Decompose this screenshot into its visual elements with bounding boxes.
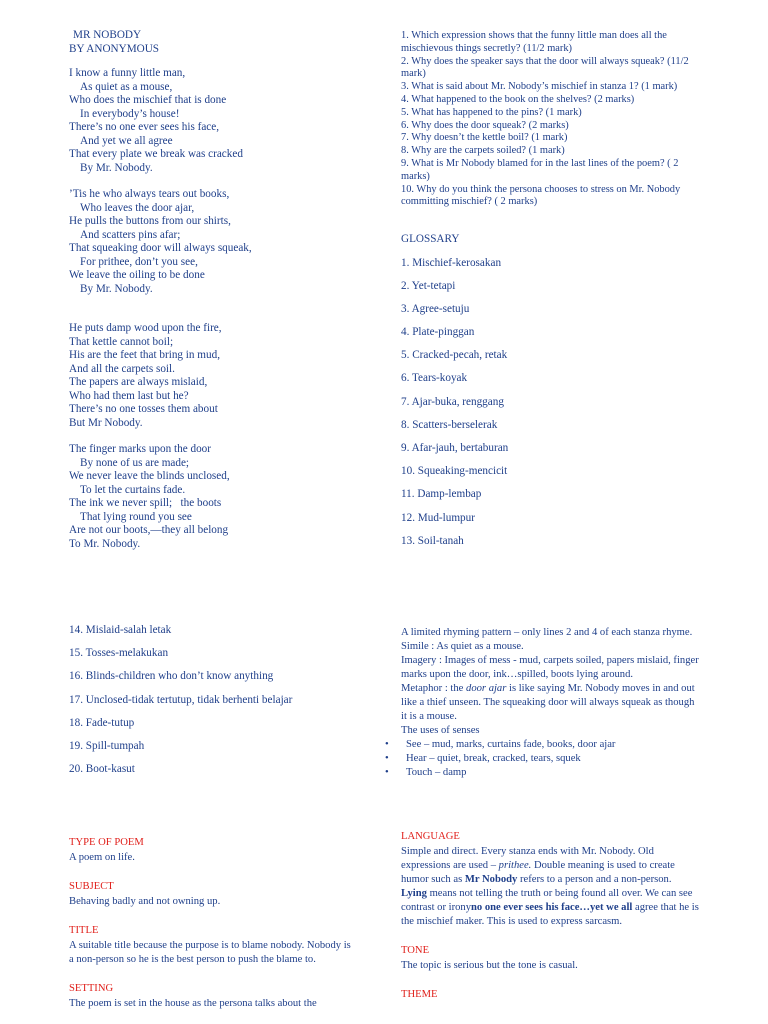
poem-line: And all the carpets soil. — [69, 362, 175, 375]
language-bold-irony: no one ever sees his face…yet we all — [471, 902, 633, 913]
poem-line: The ink we never spill; the boots — [69, 497, 222, 509]
section-heading: SETTING — [69, 983, 114, 994]
language-p4: means not telling the truth or being found all over. We can see contrast or irony — [401, 888, 693, 913]
metaphor-italic: door ajar — [466, 683, 507, 694]
glossary-item: 12. Mud-lumpur — [401, 511, 475, 524]
poem-line: His are the feet that bring in mud, — [69, 349, 220, 361]
tone-body: The topic is serious but the tone is casual. — [401, 960, 578, 971]
question-item: 8. Why are the carpets soiled? (1 mark) — [401, 145, 565, 157]
poem-line: But Mr Nobody. — [69, 416, 143, 429]
poem-stanza — [69, 322, 369, 430]
poem-line: To let the curtains fade. — [80, 483, 186, 496]
glossary-item: 20. Boot-kasut — [69, 763, 135, 776]
poem-line: The papers are always mislaid, — [69, 376, 208, 388]
language-bold-mrnobody: Mr Nobody — [464, 874, 518, 885]
poem-line: To Mr. Nobody. — [69, 537, 141, 550]
metaphor-text — [401, 682, 699, 724]
metaphor-part-b: is like saying Mr. Nobody moves in and out like a thief unseen. The squeaking door will always squeak as though it is a mouse. — [401, 683, 695, 722]
poem-line: Who does the mischief that is done — [69, 94, 227, 106]
poem-line: There’s no one ever sees his face, — [69, 121, 220, 133]
question-item: 4. What happened to the book on the shelves? (2 marks) — [401, 93, 635, 105]
question-item: 6. Why does the door squeak? (2 marks) — [401, 119, 569, 131]
poem-line: That kettle cannot boil; — [69, 335, 174, 348]
poem-line: For prithee, don’t you see, — [80, 255, 198, 268]
sense-item: • Hear – quiet, break, cracked, tears, squek — [401, 752, 699, 766]
glossary-item: 17. Unclosed-tidak tertutup, tidak berhenti belajar — [69, 693, 293, 706]
senses-list — [401, 738, 699, 780]
poem-stanza — [69, 443, 369, 551]
question-item: 3. What is said about Mr. Nobody’s mischief in stanza 1? (1 mark) — [401, 81, 678, 93]
glossary-continued-list — [69, 624, 369, 786]
questions-list — [401, 30, 695, 209]
language-heading: LANGUAGE — [401, 831, 460, 842]
glossary-item: 13. Soil-tanah — [401, 534, 464, 547]
section-heading: SUBJECT — [69, 881, 114, 892]
glossary-block — [401, 233, 701, 558]
question-item: 7. Why doesn’t the kettle boil? (1 mark) — [401, 132, 568, 144]
glossary-heading: GLOSSARY — [401, 233, 460, 245]
section-heading: TYPE OF POEM — [69, 837, 144, 848]
poem-title: MR NOBODY — [73, 29, 142, 41]
question-item: 2. Why does the speaker says that the door will always squeak? (11/2 mark) — [401, 55, 689, 80]
language-bold-lying: Lying — [401, 888, 427, 899]
glossary-item: 15. Tosses-melakukan — [69, 647, 169, 660]
sense-item: • Touch – damp — [401, 766, 699, 780]
glossary-item: 4. Plate-pinggan — [401, 326, 475, 339]
glossary-item: 9. Afar-jauh, bertaburan — [401, 442, 509, 454]
poem-line: Who leaves the door ajar, — [80, 201, 195, 214]
left-section — [69, 924, 351, 967]
language-p3: refers to a person and a non-person. — [517, 874, 672, 885]
tone-heading: TONE — [401, 945, 430, 956]
section-body: Behaving badly and not owning up. — [69, 896, 221, 907]
theme-heading: THEME — [401, 989, 438, 1000]
poem-line: That lying round you see — [80, 510, 192, 523]
language-p5: agree that he is the mischief maker. This is used to express sarcasm. — [401, 902, 699, 927]
left-section — [69, 880, 351, 909]
poem-line: The finger marks upon the door — [69, 443, 211, 455]
poem-author: BY ANONYMOUS — [69, 42, 160, 55]
glossary-item: 7. Ajar-buka, renggang — [401, 395, 504, 408]
poem-line: By Mr. Nobody. — [80, 282, 153, 295]
glossary-item: 2. Yet-tetapi — [401, 279, 456, 292]
glossary-item: 11. Damp-lembap — [401, 488, 482, 501]
glossary-item: 10. Squeaking-mencicit — [401, 465, 508, 478]
question-item: 1. Which expression shows that the funny little man does all the mischievous things secretly? (11/2 mark) — [401, 30, 667, 54]
poem-line: By Mr. Nobody. — [80, 161, 153, 174]
glossary-continued-block — [69, 624, 369, 786]
glossary-item: 19. Spill-tumpah — [69, 739, 145, 752]
poem-line: And scatters pins afar; — [80, 228, 181, 241]
poem-stanza — [69, 188, 369, 296]
glossary-item: 6. Tears-koyak — [401, 372, 468, 385]
left-section — [69, 836, 351, 865]
poem-line: Are not our boots,—they all belong — [69, 524, 229, 536]
imagery-text: Imagery : Images of mess - mud, carpets soiled, papers mislaid, finger marks upon the door, ink…spilled, boots lying around. — [401, 655, 699, 680]
question-item: 9. What is Mr Nobody blamed for in the last lines of the poem? ( 2 marks) — [401, 157, 679, 182]
poem-line: I know a funny little man, — [69, 67, 186, 79]
poem-line: He pulls the buttons from our shirts, — [69, 215, 231, 227]
glossary-item: 1. Mischief-kerosakan — [401, 256, 502, 269]
language-p2: Double meaning is used to create humor such as — [401, 860, 675, 885]
poem-block — [69, 29, 369, 551]
questions-block — [401, 30, 695, 209]
glossary-item: 5. Cracked-pecah, retak — [401, 349, 508, 362]
devices-block — [401, 626, 699, 780]
left-section — [69, 982, 351, 1011]
section-body: The poem is set in the house as the persona talks about the — [69, 998, 317, 1009]
question-item: 10. Why do you think the persona chooses to stress on Mr. Nobody committing mischief? ( 2 marks) — [401, 183, 681, 208]
poem-line: And yet we all agree — [80, 134, 173, 147]
glossary-item: 16. Blinds-children who don’t know anything — [69, 670, 274, 683]
left-sections — [69, 836, 351, 1011]
language-italic: prithee. — [498, 860, 532, 871]
sense-item: • See – mud, marks, curtains fade, books, door ajar — [401, 738, 699, 752]
language-body — [401, 845, 699, 929]
glossary-item: 18. Fade-tutup — [69, 716, 135, 729]
poem-line: In everybody’s house! — [80, 107, 180, 120]
poem-line: ’Tis he who always tears out books, — [69, 188, 230, 200]
language-p1: Simple and direct. Every stanza ends with Mr. Nobody. Old expressions are used – — [401, 846, 654, 871]
poem-stanzas — [69, 67, 369, 551]
poem-line: He puts damp wood upon the fire, — [69, 322, 222, 334]
poem-line: As quiet as a mouse, — [80, 80, 173, 93]
senses-heading: The uses of senses — [401, 725, 480, 736]
glossary-item: 3. Agree-setuju — [401, 302, 470, 315]
metaphor-part-a: Metaphor : the — [401, 683, 467, 694]
question-item: 5. What has happened to the pins? (1 mark) — [401, 106, 582, 118]
poem-line: We never leave the blinds unclosed, — [69, 470, 230, 482]
glossary-item: 8. Scatters-berselerak — [401, 418, 498, 431]
poem-line: We leave the oiling to be done — [69, 269, 205, 281]
rhyme-text: A limited rhyming pattern – only lines 2 and 4 of each stanza rhyme. — [401, 627, 693, 638]
glossary-item: 14. Mislaid-salah letak — [69, 624, 172, 636]
simile-text: Simile : As quiet as a mouse. — [401, 641, 524, 652]
poem-line: There’s no one tosses them about — [69, 403, 218, 415]
poem-line: That every plate we break was cracked — [69, 148, 243, 160]
glossary-list — [401, 257, 701, 558]
section-body: A poem on life. — [69, 852, 135, 863]
section-body: A suitable title because the purpose is to blame nobody. Nobody is a non-person so he is the best person to push the blame to. — [69, 940, 351, 965]
poem-line: Who had them last but he? — [69, 389, 189, 402]
poem-stanza — [69, 67, 369, 175]
poem-line: By none of us are made; — [80, 456, 190, 469]
poem-line: That squeaking door will always squeak, — [69, 242, 252, 254]
right-sections — [401, 830, 699, 1003]
section-heading: TITLE — [69, 925, 99, 936]
